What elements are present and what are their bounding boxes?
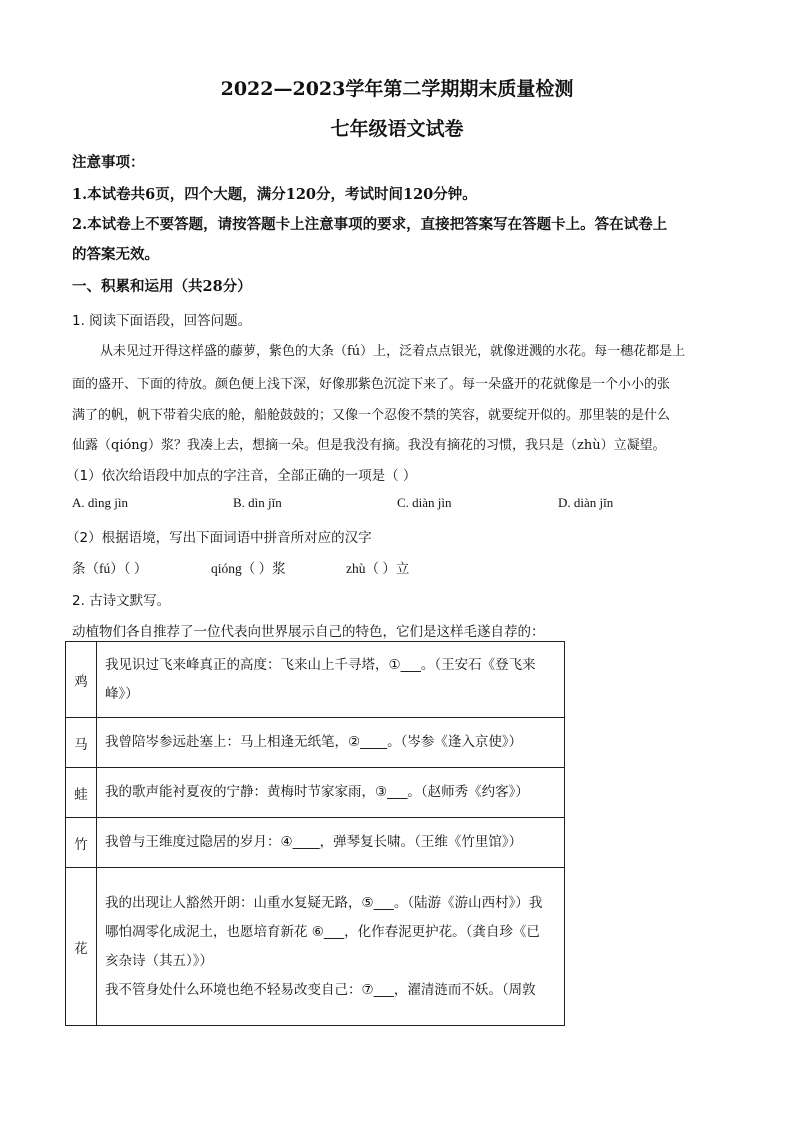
row-text-multiline — [97, 868, 565, 1026]
fill-blank-fu: 条（fú）（ ） — [72, 561, 148, 576]
option-c: C. diàn jìn — [397, 495, 452, 510]
row-key: 花 — [66, 868, 97, 1026]
option-b: B. dìn jǐn — [233, 495, 282, 510]
table-row — [66, 818, 565, 868]
row-text: 我的歌声能衬夏夜的宁静：黄梅时节家家雨，③___。（赵师秀《约客》） — [97, 768, 565, 818]
row-key: 竹 — [66, 818, 97, 868]
notice-item-2: 2.本试卷上不要答题，请按答题卡上注意事项的要求，直接把答案写在答题卡上。答在试卷上 — [72, 216, 668, 233]
row-text: 我见识过飞来峰真正的高度：飞来山上千寻塔，①___。（王安石《登飞来峰》） — [97, 642, 565, 718]
fill-blank-qiong: qióng（ ）浆 — [211, 561, 286, 576]
exam-subtitle: 七年级语文试卷 — [330, 118, 464, 140]
option-a: A. dìng jìn — [72, 495, 128, 510]
question-1-stem: 1. 阅读下面语段，回答问题。 — [72, 313, 252, 329]
question-1-sub-2: （2）根据语境，写出下面词语中拼音所对应的汉字 — [66, 530, 372, 546]
row-key: 蛙 — [66, 768, 97, 818]
row-text-line: 亥杂诗（其五）》） — [105, 952, 213, 969]
section-1-heading: 一、积累和运用（共28分） — [72, 278, 252, 295]
table-row — [66, 642, 565, 718]
fill-blank-zhu: zhù（ ）立 — [346, 561, 410, 576]
poem-recitation-table — [65, 641, 565, 1026]
table-row — [66, 868, 565, 1026]
notice-item-1: 1.本试卷共6页，四个大题，满分120分，考试时间120分钟。 — [72, 186, 477, 203]
question-1-sub-1: （1）依次给语段中加点的字注音，全部正确的一项是（ ） — [66, 468, 417, 484]
notice-item-3: 的答案无效。 — [72, 246, 159, 263]
row-text: 我曾陪岑参远赴塞上：马上相逢无纸笔，②____。（岑参《逢入京使》） — [97, 718, 565, 768]
option-d: D. diàn jǐn — [558, 495, 614, 510]
passage-line-2: 面的盛开、下面的待放。颜色便上浅下深，好像那紫色沉淀下来了。每一朵盛开的花就像是一个小小的张 — [72, 377, 671, 392]
question-2-stem: 2. 古诗文默写。 — [72, 593, 171, 609]
passage-line-4: 仙露（qióng）浆？我凑上去，想摘一朵。但是我没有摘。我没有摘花的习惯，我只是（zhù）立凝望。 — [72, 438, 666, 453]
row-text-line: 我不管身处什么环境也绝不轻易改变自己：⑦___，濯清涟而不妖。（周敦 — [105, 981, 536, 998]
notice-heading: 注意事项： — [72, 154, 145, 171]
row-key: 鸡 — [66, 642, 97, 718]
row-text-line: 我的出现让人豁然开朗：山重水复疑无路，⑤___。（陆游《游山西村》）我 — [105, 894, 543, 911]
passage-line-1: 从未见过开得这样盛的藤萝，紫色的大条（fú）上，泛着点点银光，就像迸溅的水花。每一穗花都是上 — [100, 344, 686, 359]
row-key: 马 — [66, 718, 97, 768]
table-row — [66, 768, 565, 818]
table-row — [66, 718, 565, 768]
question-2-intro: 动植物们各自推荐了一位代表向世界展示自己的特色，它们是这样毛遂自荐的： — [72, 624, 545, 640]
passage-line-3: 满了的帆，帆下带着尖底的舱，船舱鼓鼓的；又像一个忍俊不禁的笑容，就要绽开似的。那里装的是什么 — [72, 408, 671, 423]
exam-title: 2022—2023学年第二学期期末质量检测 — [220, 78, 574, 100]
row-text-line: 哪怕凋零化成泥土，也愿培育新花 ⑥___，化作春泥更护花。（龚自珍《已 — [105, 923, 540, 940]
row-text: 我曾与王维度过隐居的岁月：④____，弹琴复长啸。（王维《竹里馆》） — [97, 818, 565, 868]
